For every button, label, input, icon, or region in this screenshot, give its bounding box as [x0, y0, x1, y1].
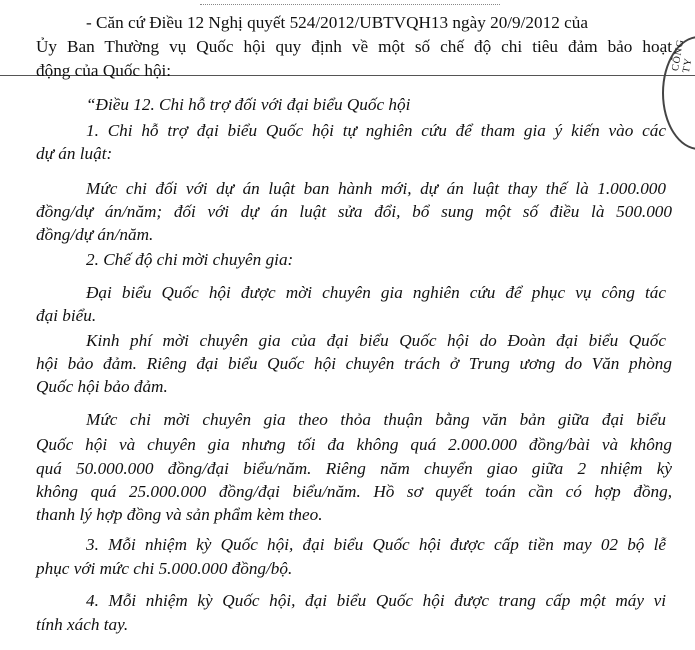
article-title: “Điều 12. Chi hỗ trợ đối với đại biểu Quốc hội: [86, 95, 411, 114]
section-1-body-line-2: đồng/dự án/năm; đối với dự án luật sửa đổi, bổ sung một số điều là 500.000: [36, 202, 672, 221]
section-2-title: 2. Chế độ chi mời chuyên gia:: [86, 250, 294, 269]
section-2-p1-line-1: Đại biểu Quốc hội được mời chuyên gia nghiên cứu để phục vụ công tác: [86, 283, 666, 302]
section-2-p3-line-2: Quốc hội và chuyên gia nhưng tối đa không quá 2.000.000 đồng/bài và không: [36, 435, 672, 454]
section-1-body-line-3: đồng/dự án/năm.: [36, 225, 154, 244]
section-3-line-2: phục với mức chi 5.000.000 đồng/bộ.: [36, 559, 293, 578]
section-2-p3-line-3: quá 50.000.000 đồng/đại biểu/năm. Riêng năm chuyển giao giữa 2 nhiệm kỳ: [36, 459, 672, 478]
section-2-p2-line-2: hội bảo đảm. Riêng đại biểu Quốc hội chuyên trách ở Trung ương do Văn phòng: [36, 354, 672, 373]
section-2-p3-line-5: thanh lý hợp đồng và sản phẩm kèm theo.: [36, 505, 323, 524]
intro-line-3: động của Quốc hội:: [36, 61, 172, 80]
intro-line-1: - Căn cứ Điều 12 Nghị quyết 524/2012/UBTVQH13 ngày 20/9/2012 của: [86, 13, 588, 32]
section-3-line-1: 3. Mỗi nhiệm kỳ Quốc hội, đại biểu Quốc hội được cấp tiền may 02 bộ lễ: [86, 535, 666, 554]
section-4-line-2: tính xách tay.: [36, 615, 129, 634]
section-2-p3-line-1: Mức chi mời chuyên gia theo thỏa thuận bằng văn bản giữa đại biểu: [86, 410, 666, 429]
cut-off-header: [200, 0, 500, 5]
section-1-line-2: dự án luật:: [36, 144, 113, 163]
section-2-p1-line-2: đại biểu.: [36, 306, 97, 325]
section-2-p2-line-1: Kinh phí mời chuyên gia của đại biểu Quốc hội do Đoàn đại biểu Quốc: [86, 331, 666, 350]
section-1-body-line-1: Mức chi đối với dự án luật ban hành mới, dự án luật thay thế là 1.000.000: [86, 179, 666, 198]
intro-line-2: Ủy Ban Thường vụ Quốc hội quy định về một số chế độ chi tiêu đảm bảo hoạt: [36, 37, 672, 56]
section-1-line-1: 1. Chi hỗ trợ đại biểu Quốc hội tự nghiên cứu để tham gia ý kiến vào các: [86, 121, 666, 140]
section-2-p3-line-4: không quá 25.000.000 đồng/đại biểu/năm. Hồ sơ quyết toán cần có hợp đồng,: [36, 482, 672, 501]
company-seal-text: CÔNG TY: [670, 38, 695, 74]
section-2-p2-line-3: Quốc hội bảo đảm.: [36, 377, 168, 396]
section-4-line-1: 4. Mỗi nhiệm kỳ Quốc hội, đại biểu Quốc hội được trang cấp một máy vi: [86, 591, 666, 610]
